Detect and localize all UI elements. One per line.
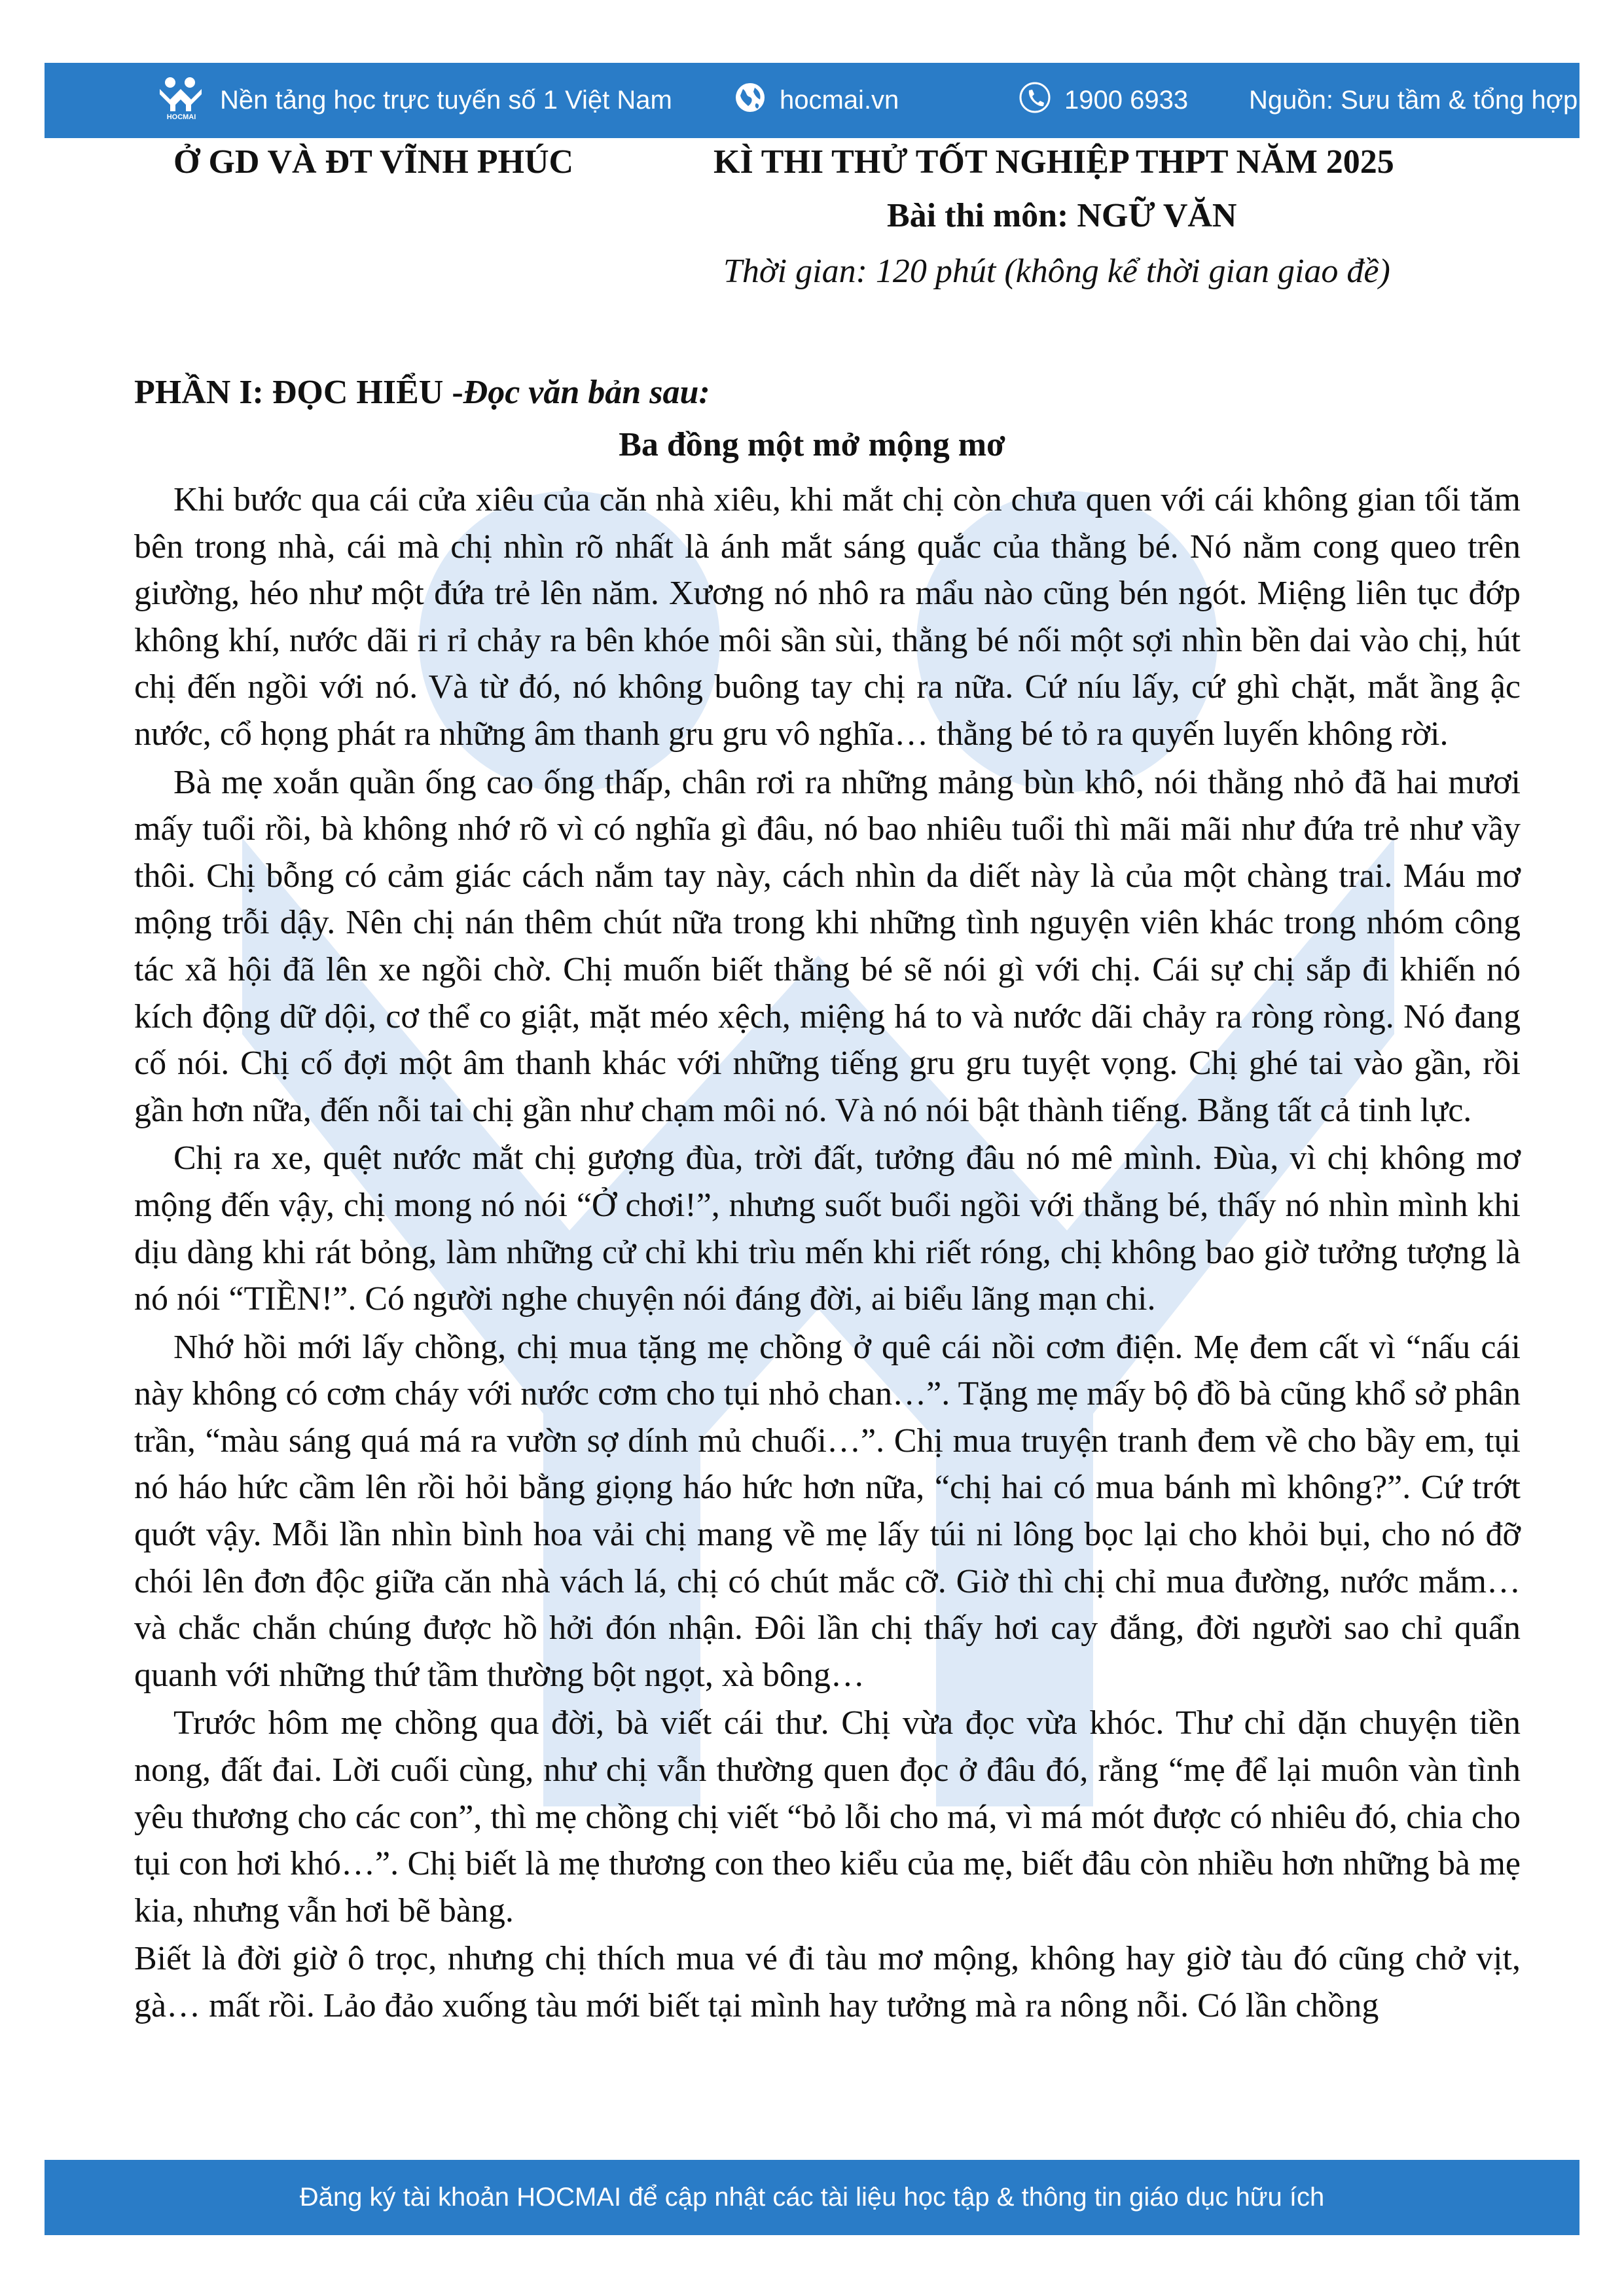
phone-link[interactable] [1019,63,1188,138]
department-name: Ở GD VÀ ĐT VĨNH PHÚC [173,143,574,181]
phone-icon [1019,81,1051,120]
story-title: Ba đồng một mở mộng mơ [619,426,1005,463]
phone-text: 1900 6933 [1064,86,1189,115]
exam-time: Thời gian: 120 phút (không kể thời gian giao đề) [723,253,1390,290]
website-link[interactable] [734,63,899,138]
top-banner [45,63,1579,138]
source-note [1249,63,1578,138]
exam-subject: Bài thi môn: NGỮ VĂN [887,197,1237,234]
brand-text: Nền tảng học trực tuyến số 1 Việt Nam [220,86,672,115]
paragraph: Trước hôm mẹ chồng qua đời, bà viết cái thư. Chị vừa đọc vừa khóc. Thư chỉ dặn chuyện tiền nong, đất đai. Lời cuối cùng, như chị vẫn thường quen đọc ở đâu đó, rằng “mẹ để lại muôn vàn tình yêu thương cho các con”, thì mẹ chồng chị viết “bỏ lỗi cho má, vì má mót được có nhiêu đó, chia cho tụi con hơi khó…”. Chị biết là mẹ thương con theo kiểu của mẹ, biết đâu còn nhiều hơn những bà mẹ kia, nhưng vẫn hơi bẽ bàng. [134,1704,1521,1929]
story-body [134,476,1521,2030]
paragraph: Nhớ hồi mới lấy chồng, chị mua tặng mẹ chồng ở quê cái nồi cơm điện. Mẹ đem cất vì “nấu cái này không có cơm cháy với nước cơm cho tụi nhỏ chan…”. Tặng mẹ mấy bộ đồ bà cũng khổ sở phân trần, “màu sáng quá má ra vườn sợ dính mủ chuối…”. Chị mua truyện tranh đem về cho bầy em, tụi nó háo hức cầm lên rồi hỏi bằng giọng háo hức hơn nữa, “chị hai có mua bánh mì không?”. Cứ trớt quớt vậy. Mỗi lần nhìn bình hoa vải chị mang về mẹ lấy túi ni lông bọc lại cho khỏi bụi, cho nó đỡ chói lên đơn độc giữa căn nhà vách lá, chị có chút mắc cỡ. Giờ thì chị chỉ mua đường, nước mắm… và chắc chắn chúng được hồ hởi đón nhận. Đôi lần chị thấy hơi cay đắng, đời người sao chỉ quẩn quanh với những thứ tầm thường bột ngọt, xà bông… [134,1328,1521,1694]
brand[interactable] [156,63,672,138]
paragraph: Biết là đời giờ ô trọc, nhưng chị thích mua vé đi tàu mơ mộng, không hay giờ tàu đó cũng chở vịt, gà… mất rồi. Lảo đảo xuống tàu mới biết tại mình hay tưởng mà ra nông nỗi. Có lần chồng [134,1940,1521,2024]
svg-text:HOCMAI: HOCMAI [166,113,196,120]
footer-banner[interactable] [45,2160,1579,2235]
exam-title: KÌ THI THỬ TỐT NGHIỆP THPT NĂM 2025 [713,143,1394,181]
source-text: Nguồn: Sưu tầm & tổng hợp [1249,86,1578,115]
section-heading [134,373,710,412]
section-label: PHẦN I: ĐỌC HIỂU - [134,374,463,411]
hocmai-logo-icon [156,75,207,127]
globe-icon [734,81,767,120]
footer-text: Đăng ký tài khoản HOCMAI để cập nhật các tài liệu học tập & thông tin giáo dục hữu ích [299,2183,1325,2212]
paragraph: Bà mẹ xoắn quần ống cao ống thấp, chân rơi ra những mảng bùn khô, nói thằng nhỏ đã hai mươi mấy tuổi rồi, bà không nhớ rõ vì có nghĩa gì đâu, nó bao nhiêu tuổi thì mãi mãi như đứa trẻ như vầy thôi. Chị bỗng có cảm giác cách nắm tay này, cách nhìn da diết này là của một chàng trai. Máu mơ mộng trỗi dậy. Nên chị nán thêm chút nữa trong khi những tình nguyện viên khác trong nhóm công tác xã hội đã lên xe ngồi chờ. Chị muốn biết thằng bé sẽ nói gì với chị. Cái sự chị sắp đi khiến nó kích động dữ dội, cơ thể co giật, mặt méo xệch, miệng há to và nước dãi chảy ra ròng ròng. Nó đang cố nói. Chị cố đợi một âm thanh khác với những tiếng gru gru tuyệt vọng. Chị ghé tai vào gần, rồi gần hơn nữa, đến nỗi tai chị gần như chạm môi nó. Và nó nói bật thành tiếng. Bằng tất cả tinh lực. [134,763,1521,1129]
section-instruction: Đọc văn bản sau: [463,374,710,411]
website-text: hocmai.vn [780,86,899,115]
paragraph: Chị ra xe, quệt nước mắt chị gượng đùa, trời đất, tưởng đâu nó mê mình. Đùa, vì chị không mơ mộng đến vậy, chị mong nó nói “Ở chơi!”, nhưng suốt buổi ngồi với thằng bé, thấy nó nhìn mình khi dịu dàng khi rát bỏng, làm những cử chỉ khi trìu mến khi riết róng, chị không bao giờ tưởng tượng là nó nói “TIỀN!”. Có người nghe chuyện nói đáng đời, ai biểu lãng mạn chi. [134,1139,1521,1318]
paragraph: Khi bước qua cái cửa xiêu của căn nhà xiêu, khi mắt chị còn chưa quen với cái không gian tối tăm bên trong nhà, cái mà chị nhìn rõ nhất là ánh mắt sáng quắc của thằng bé. Nó nằm cong queo trên giường, héo như một đứa trẻ lên năm. Xương nó nhô ra mẩu nào cũng bén ngót. Miệng liên tục đớp không khí, nước dãi ri rỉ chảy ra bên khóe môi sần sùi, thằng bé nối một sợi nhìn bền dai vào chị, hút chị đến ngồi với nó. Và từ đó, nó không buông tay chị ra nữa. Cứ níu lấy, cứ ghì chặt, mắt ầng ậc nước, cổ họng phát ra những âm thanh gru gru vô nghĩa… thằng bé tỏ ra quyến luyến không rời. [134,481,1521,753]
